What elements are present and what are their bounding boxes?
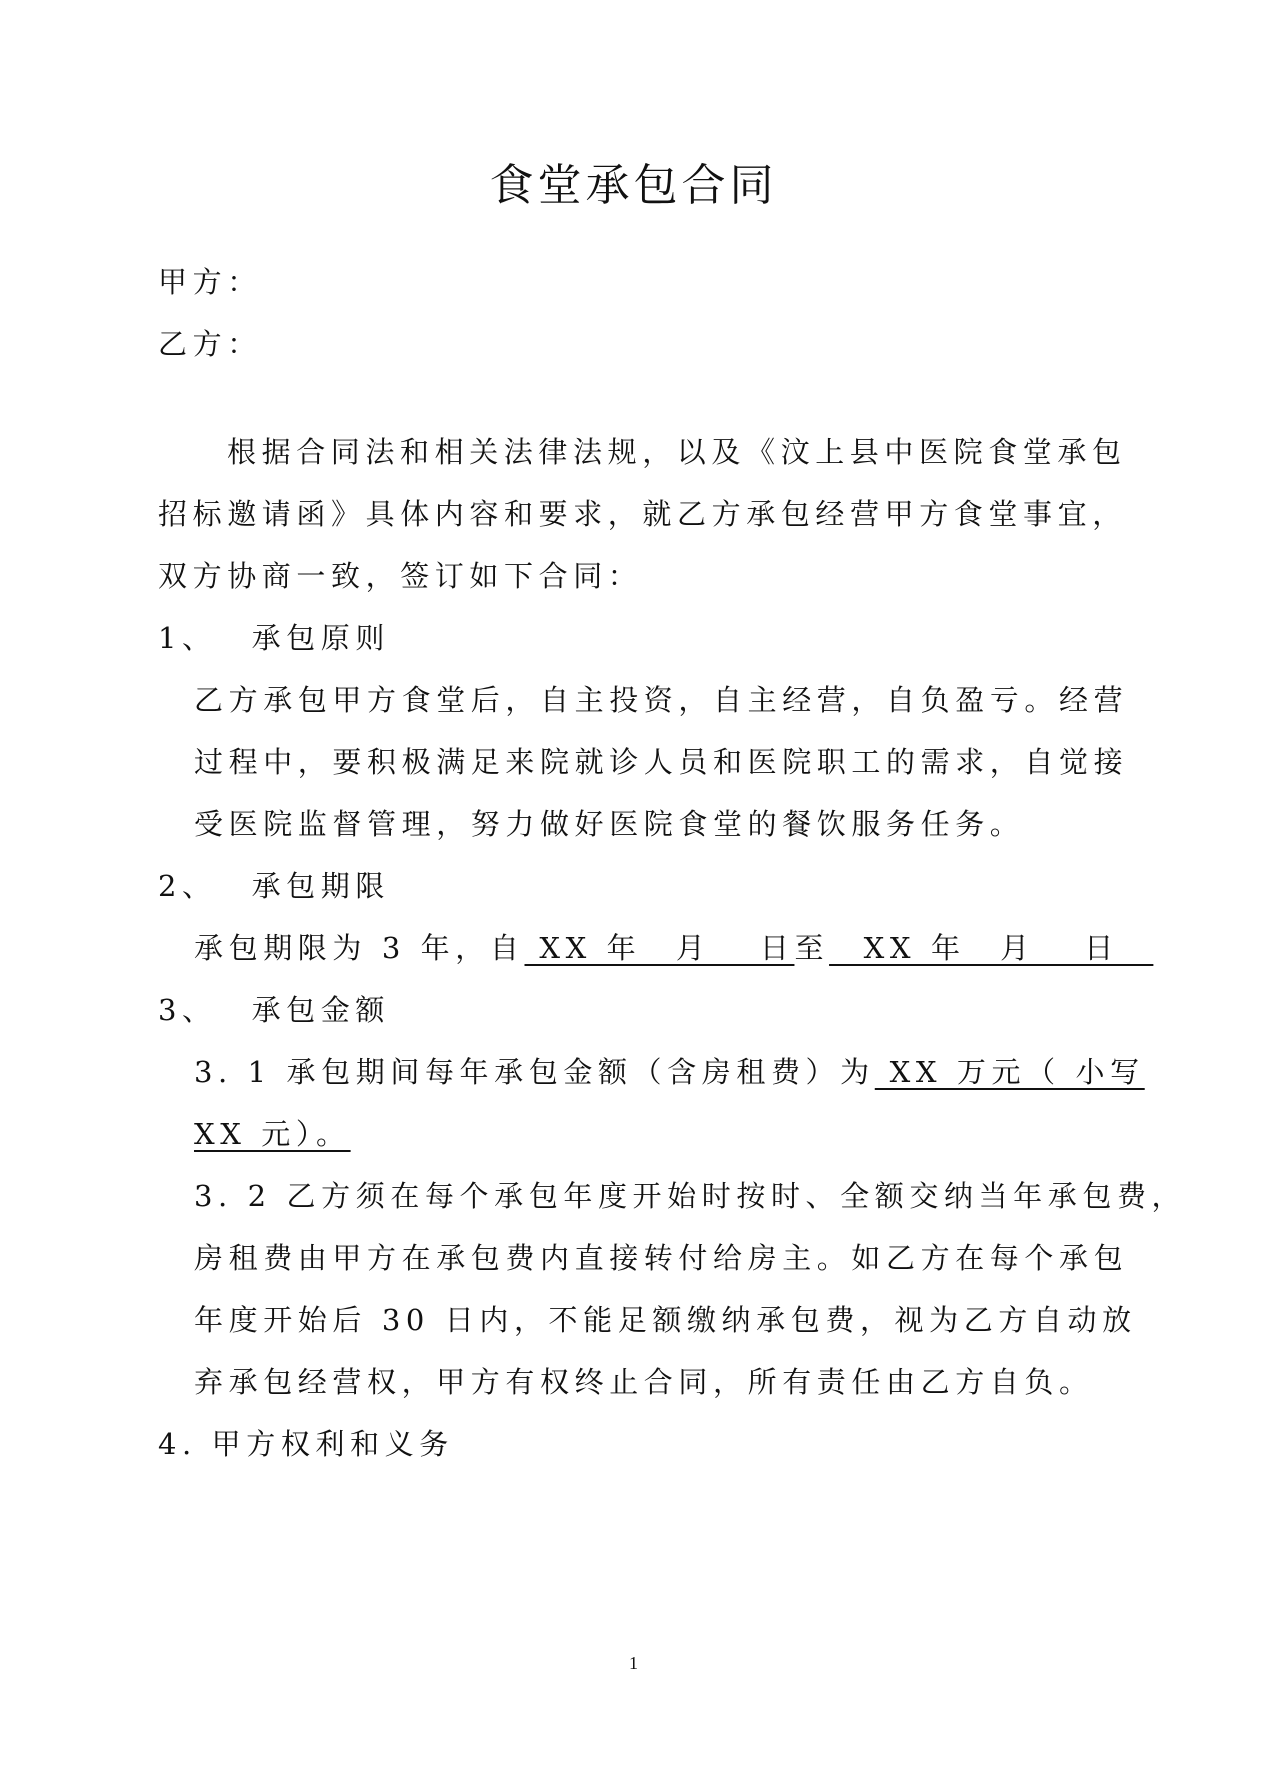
term-end-date: XX 年 月 日: [829, 931, 1154, 965]
section-1-line: 受医院监督管理，努力做好医院食堂的餐饮服务任务。: [194, 807, 1025, 841]
intro-line: 双方协商一致，签订如下合同：: [158, 559, 643, 593]
section-1-line: 过程中，要积极满足来院就诊人员和医院职工的需求，自觉接: [194, 745, 1129, 779]
clause-3-2-line: 3. 2 乙方须在每个承包年度开始时按时、全额交纳当年承包费，: [194, 1179, 1187, 1213]
term-to-word: 至: [794, 931, 830, 965]
clause-3-2-line: 年度开始后 30 日内，不能足额缴纳承包费，视为乙方自动放: [194, 1303, 1137, 1337]
clause-3-1-text: 3. 1 承包期间每年承包金额（含房租费）为: [194, 1055, 875, 1089]
intro-line: 根据合同法和相关法律法规，以及《汶上县中医院食堂承包: [227, 435, 1127, 469]
section-heading-2: 2、 承包期限: [158, 869, 390, 903]
term-prefix: 承包期限为 3 年，自: [194, 931, 525, 965]
clause-3-1-line: [194, 1114, 351, 1154]
term-line: [194, 928, 1153, 968]
section-heading-3: 3、 承包金额: [158, 993, 390, 1027]
term-start-date: XX 年 月 日: [524, 931, 795, 965]
section-heading-4: 4. 甲方权利和义务: [158, 1427, 454, 1461]
document-title: 食堂承包合同: [489, 160, 778, 211]
page-number: 1: [629, 1653, 638, 1673]
section-heading-1: 1、 承包原则: [158, 621, 390, 655]
clause-3-2-line: 房租费由甲方在承包费内直接转付给房主。如乙方在每个承包: [194, 1241, 1129, 1275]
party-a-label: 甲方：: [158, 265, 262, 299]
contract-amount-numeric: XX 元）。: [194, 1117, 351, 1151]
contract-amount: XX 万元（ 小写: [874, 1055, 1145, 1089]
intro-line: 招标邀请函》具体内容和要求，就乙方承包经营甲方食堂事宜，: [158, 497, 1127, 531]
party-b-label: 乙方：: [158, 327, 262, 361]
clause-3-1-line: [194, 1052, 1145, 1092]
clause-3-2-line: 弃承包经营权，甲方有权终止合同，所有责任由乙方自负。: [194, 1365, 1094, 1399]
section-1-line: 乙方承包甲方食堂后，自主投资，自主经营，自负盈亏。经营: [194, 683, 1129, 717]
